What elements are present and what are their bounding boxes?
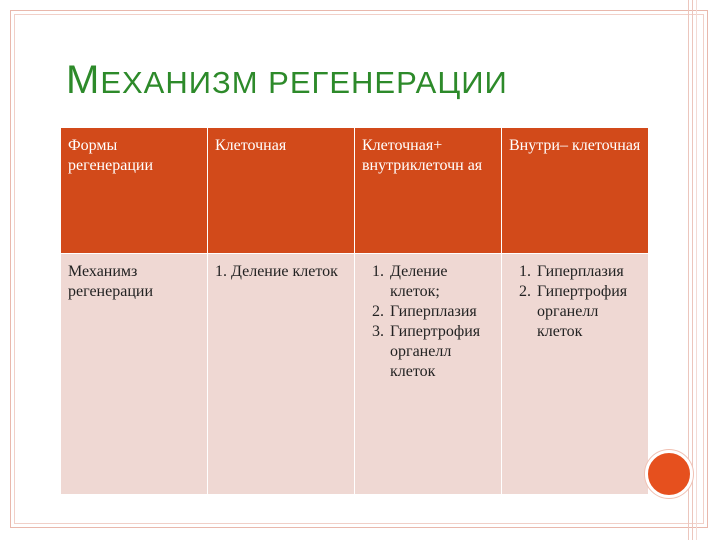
header-cell-intracellular: Внутри– клеточная bbox=[502, 128, 649, 254]
decor-stripe bbox=[696, 0, 697, 540]
header-cell-forms: Формы регенерации bbox=[61, 128, 208, 254]
title-first-letter: М bbox=[66, 58, 101, 102]
row-cell-mechanism: Механимз регенерации bbox=[61, 254, 208, 495]
row-cell-intracellular bbox=[502, 254, 649, 495]
table-row bbox=[61, 254, 649, 495]
table-header-row bbox=[61, 128, 649, 254]
decor-stripe bbox=[692, 0, 693, 540]
decor-circle bbox=[645, 450, 693, 498]
list-intracellular bbox=[509, 262, 641, 342]
header-cell-cellular: Клеточная bbox=[208, 128, 355, 254]
slide-title bbox=[66, 58, 508, 103]
row-cell-cellular-intracellular bbox=[355, 254, 502, 495]
list-item: 1. Деление клеток; bbox=[388, 262, 494, 302]
list-item: 2. Гипертрофия органелл клеток bbox=[535, 282, 641, 342]
list-item: 2. Гиперплазия bbox=[388, 302, 494, 322]
row-cell-cellular: 1. Деление клеток bbox=[208, 254, 355, 495]
list-item: 1. Гиперплазия bbox=[535, 262, 641, 282]
list-cellular-intracellular bbox=[362, 262, 494, 382]
header-cell-cellular-intracellular: Клеточная+ внутриклеточн ая bbox=[355, 128, 502, 254]
list-item: 3. Гипертрофия органелл клеток bbox=[388, 322, 494, 382]
title-rest: ЕХАНИЗМ РЕГЕНЕРАЦИИ bbox=[100, 65, 508, 100]
regeneration-table bbox=[60, 127, 649, 495]
